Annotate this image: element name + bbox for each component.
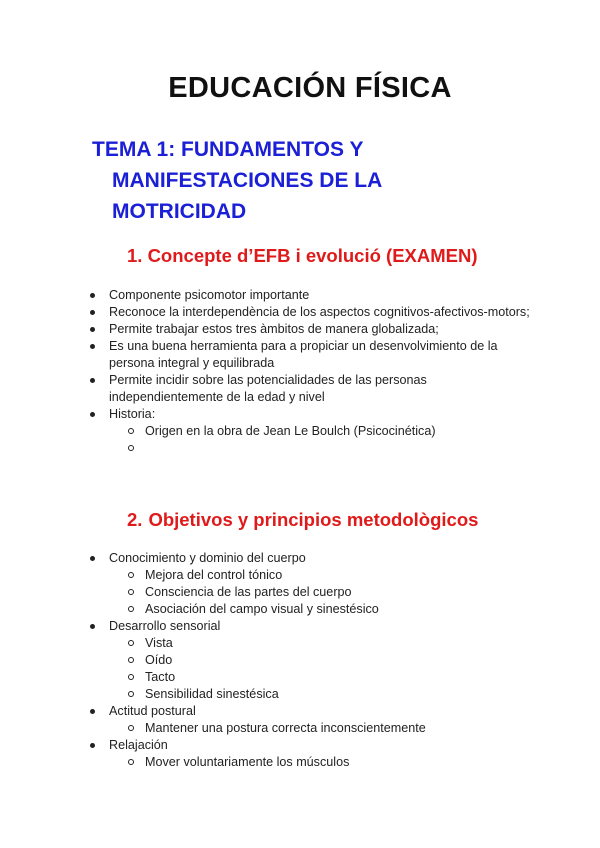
list-item — [90, 550, 530, 618]
list-item — [90, 737, 530, 771]
bullet-icon — [90, 293, 95, 298]
topic-heading-line: TEMA 1: FUNDAMENTOS Y — [92, 138, 364, 161]
list-item-text: Permite incidir sobre las potencialidades de las personas independientemente de la edad y nivel — [109, 373, 427, 404]
list-item-text: Relajación — [109, 738, 168, 752]
hollow-bullet-icon — [128, 445, 134, 451]
list-item-text: Conocimiento y dominio del cuerpo — [109, 551, 306, 565]
sub-list-item-text: Consciencia de las partes del cuerpo — [145, 585, 352, 599]
sub-list-item — [109, 652, 530, 669]
section-heading-2 — [127, 509, 478, 531]
hollow-bullet-icon — [128, 572, 134, 578]
sub-list-item — [109, 567, 530, 584]
sub-list-item — [109, 601, 530, 618]
hollow-bullet-icon — [128, 759, 134, 765]
list-item — [90, 372, 530, 406]
topic-heading-line: MOTRICIDAD — [112, 200, 247, 223]
list-item-text: Desarrollo sensorial — [109, 619, 221, 633]
section-heading-1: 1. Concepte d’EFB i evolució (EXAMEN) — [127, 245, 478, 266]
section-number: 2. — [127, 509, 143, 530]
list-item-text: Componente psicomotor importante — [109, 288, 310, 302]
list-item — [90, 703, 530, 737]
page-title: EDUCACIÓN FÍSICA — [168, 72, 452, 104]
list-item-text: Historia: — [109, 407, 156, 421]
sub-list-item-text: Mejora del control tónico — [145, 568, 283, 582]
bullet-icon — [90, 327, 95, 332]
bullet-icon — [90, 743, 95, 748]
list-item — [90, 304, 530, 321]
sub-list — [109, 567, 530, 618]
topic-heading-line: MANIFESTACIONES DE LA — [112, 169, 383, 192]
bullet-icon — [90, 709, 95, 714]
section-2-list — [90, 550, 530, 771]
sub-list-item — [109, 686, 530, 703]
sub-list — [109, 635, 530, 703]
list-item-text: Reconoce la interdependència de los aspectos cognitivos-afectivos-motors; — [109, 305, 530, 319]
bullet-icon — [90, 378, 95, 383]
sub-list-item — [109, 669, 530, 686]
sub-list-item-text: Tacto — [145, 670, 176, 684]
bullet-icon — [90, 412, 95, 417]
list-item — [90, 406, 530, 457]
sub-list-item-text: Asociación del campo visual y sinestésico — [145, 602, 379, 616]
bullet-icon — [90, 624, 95, 629]
sub-list-item-text: Sensibilidad sinestésica — [145, 687, 279, 701]
sub-list-item — [109, 754, 530, 771]
list-item-text: Actitud postural — [109, 704, 196, 718]
bullet-icon — [90, 310, 95, 315]
sub-list-item-text: Origen en la obra de Jean Le Boulch (Psicocinética) — [145, 424, 436, 438]
bullet-icon — [90, 556, 95, 561]
sub-list-item — [109, 720, 530, 737]
list-item-text: Es una buena herramienta para a propiciar un desenvolvimiento de la persona integral y equilibrada — [109, 339, 498, 370]
sub-list-item-text: Mover voluntariamente los músculos — [145, 755, 350, 769]
sub-list-item — [109, 584, 530, 601]
historia-sublist — [109, 423, 530, 457]
list-item — [90, 321, 530, 338]
sub-list-item-text: Oído — [145, 653, 173, 667]
sub-list-item — [109, 423, 530, 440]
sub-list — [109, 720, 530, 737]
section-1-list — [90, 287, 530, 457]
list-item-text: Permite trabajar estos tres àmbitos de manera globalizada; — [109, 322, 439, 336]
list-item — [90, 618, 530, 703]
hollow-bullet-icon — [128, 674, 134, 680]
sub-list-item-text: Mantener una postura correcta inconscientemente — [145, 721, 426, 735]
hollow-bullet-icon — [128, 589, 134, 595]
hollow-bullet-icon — [128, 725, 134, 731]
hollow-bullet-icon — [128, 657, 134, 663]
hollow-bullet-icon — [128, 640, 134, 646]
hollow-bullet-icon — [128, 428, 134, 434]
topic-heading — [92, 134, 432, 227]
list-item — [90, 287, 530, 304]
sub-list-item — [109, 635, 530, 652]
hollow-bullet-icon — [128, 606, 134, 612]
list-item — [90, 338, 530, 372]
section-title: Objetivos y principios metodològicos — [148, 509, 479, 530]
sub-list-item — [109, 440, 530, 457]
bullet-icon — [90, 344, 95, 349]
hollow-bullet-icon — [128, 691, 134, 697]
sub-list — [109, 754, 530, 771]
sub-list-item-text: Vista — [145, 636, 173, 650]
